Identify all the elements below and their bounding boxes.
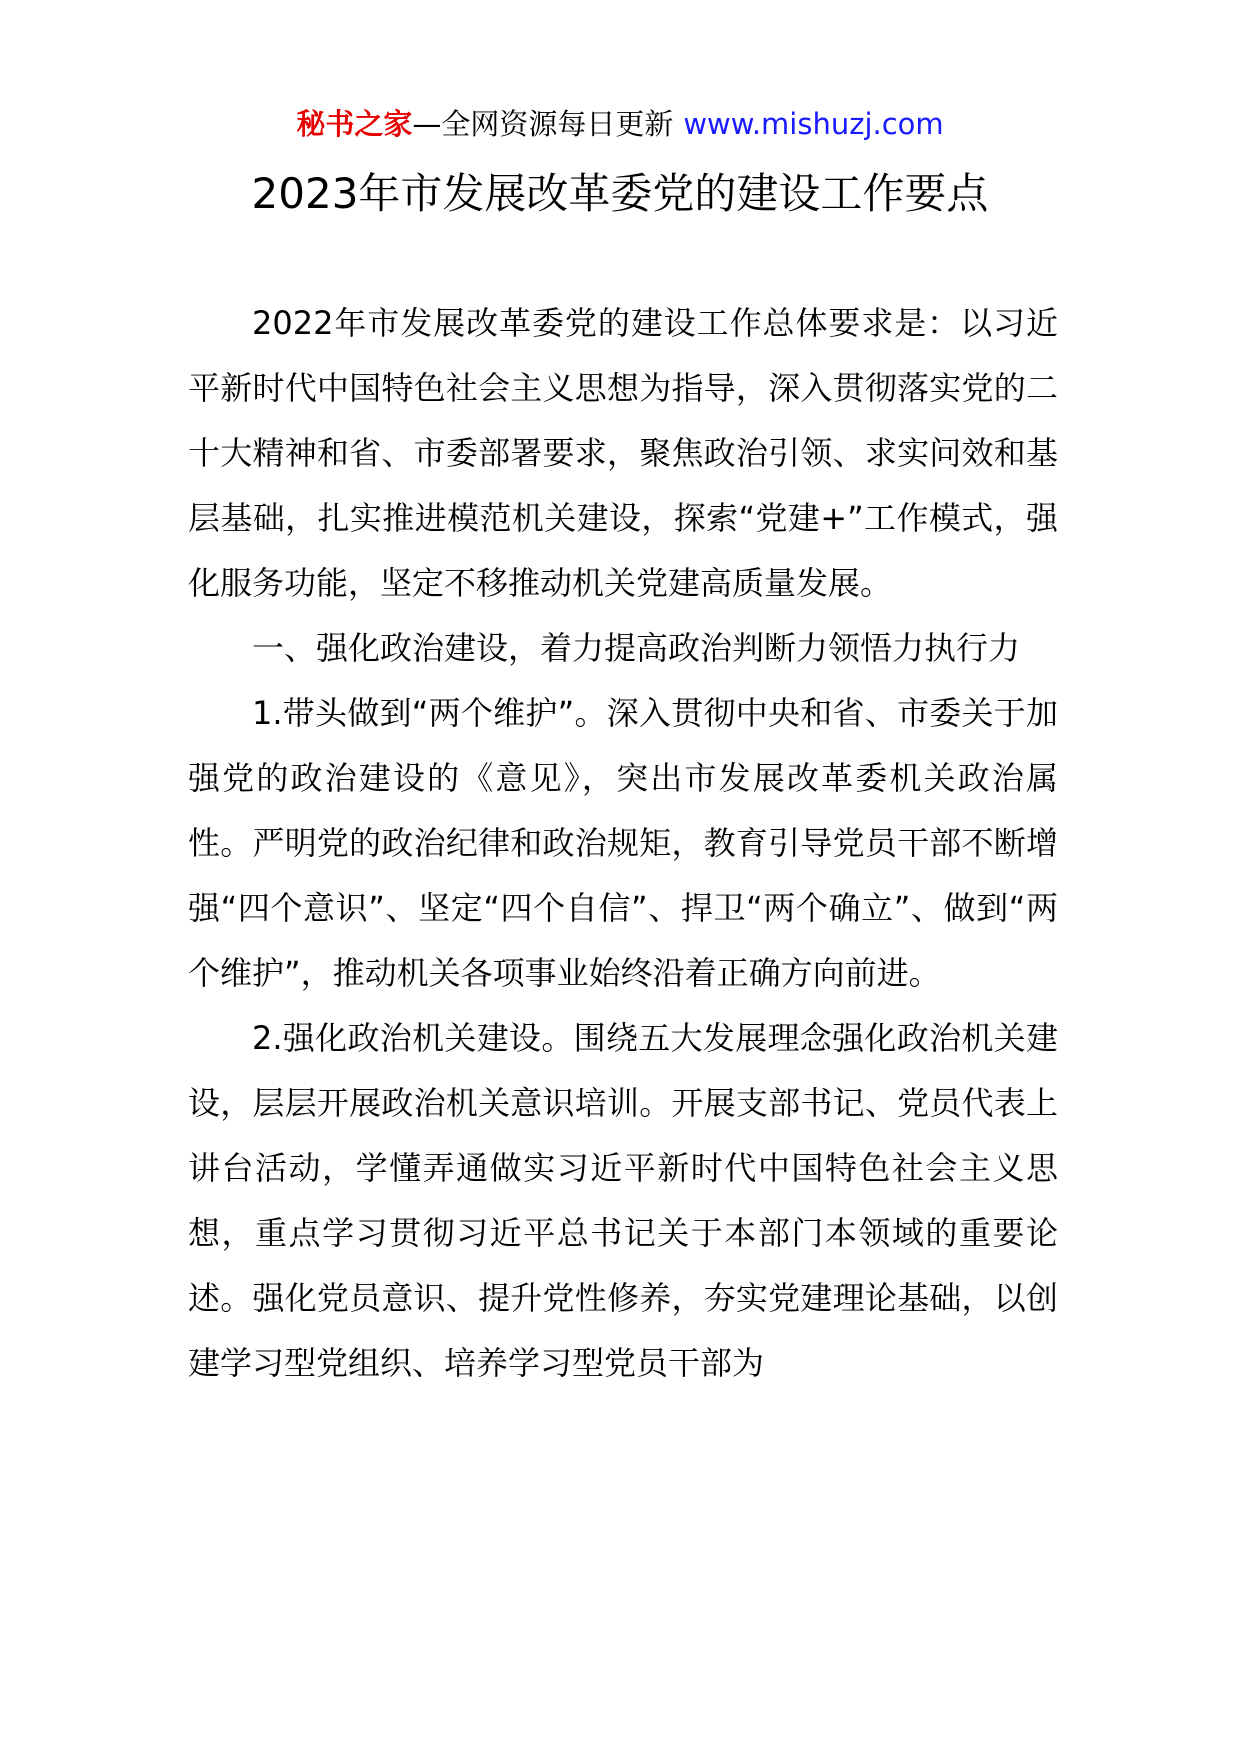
- paragraph-item-2: 2.强化政治机关建设。围绕五大发展理念强化政治机关建设，层层开展政治机关意识培训。开展支部书记、党员代表上讲台活动，学懂弄通做实习近平新时代中国特色社会主义思想，重点学习贯彻习近平总书记关于本部门本领域的重要论述。强化党员意识、提升党性修养，夯实党建理论基础，以创建学习型党组织、培养学习型党员干部为: [188, 1019, 1058, 1382]
- section-heading-1: 一、强化政治建设，着力提高政治判断力领悟力执行力: [252, 629, 1021, 667]
- header-tagline: —全网资源每日更新: [412, 107, 674, 141]
- header-banner: [0, 104, 1240, 144]
- brand-name: 秘书之家: [296, 107, 413, 141]
- paragraph-item-1: 1.带头做到“两个维护”。深入贯彻中央和省、市委关于加强党的政治建设的《意见》，突出市发展改革委机关政治属性。严明党的政治纪律和政治规矩，教育引导党员干部不断增强“四个意识”、坚定“四个自信”、捍卫“两个确立”、做到“两个维护”，推动机关各项事业始终沿着正确方向前进。: [188, 694, 1058, 992]
- document-title: 2023年市发展改革委党的建设工作要点: [251, 169, 989, 218]
- paragraph-overall-requirements: 2022年市发展改革委党的建设工作总体要求是：以习近平新时代中国特色社会主义思想为指导，深入贯彻落实党的二十大精神和省、市委部署要求，聚焦政治引领、求实问效和基层基础，扎实推进模范机关建设，探索“党建+”工作模式，强化服务功能，坚定不移推动机关党建高质量发展。: [188, 304, 1058, 602]
- site-url-link[interactable]: www.mishuzj.com: [683, 107, 944, 141]
- document-body: [188, 291, 1058, 1396]
